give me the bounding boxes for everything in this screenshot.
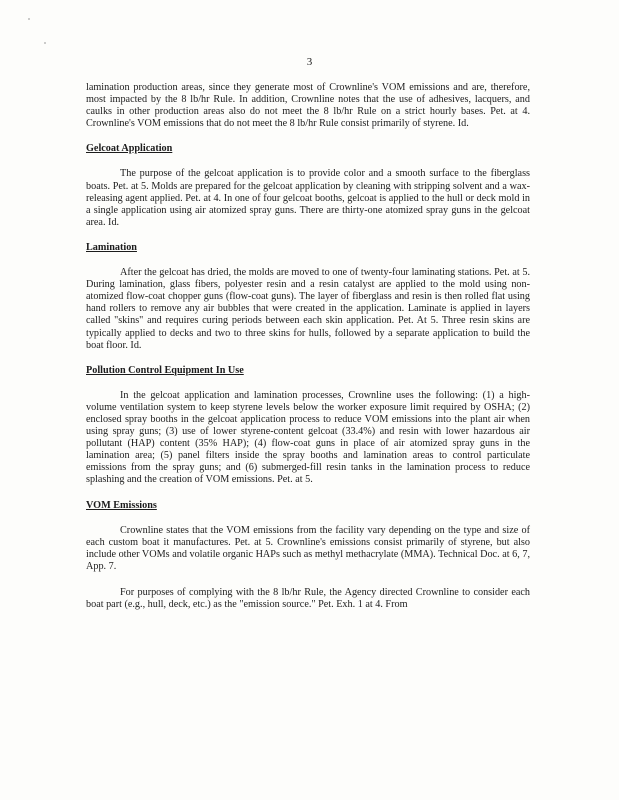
section-heading-vom-emissions: VOM Emissions (86, 499, 157, 511)
page-number: 3 (306, 56, 313, 68)
scan-speck (28, 18, 30, 20)
gelcoat-paragraph: The purpose of the gelcoat application is to provide color and a smooth surface to the fiberglass boats. Pet. at 5. Molds are prepared for the gelcoat application by cleaning with stripping solvent and a wax-releasing agent applied. Pet. at 4. In one of four gelcoat booths, gelcoat is applied to the hull or deck mold in a single application using air atomized spray guns. There are thirty-one atomized spray guns in the gelcoat area. Id. (86, 168, 530, 228)
section-heading-pollution-control: Pollution Control Equipment In Use (86, 364, 244, 376)
intro-paragraph: lamination production areas, since they generate most of Crownline's VOM emissions and are, therefore, most impacted by the 8 lb/hr Rule. In addition, Crownline notes that the use of adhesives, lacquers, and caulks in other production areas also do not meet the 8 lb/hr Rule on a strict hourly bases. Pet. at 4. Crownline's VOM emissions that do not meet the 8 lb/hr Rule consist primarily of styrene. Id. (86, 82, 530, 130)
document-body (86, 82, 530, 611)
lamination-paragraph: After the gelcoat has dried, the molds are moved to one of twenty-four laminating stations. Pet. at 5. During lamination, glass fibers, polyester resin and a resin catalyst are applied to the mold using non-atomized flow-coat chopper guns (flow-coat guns). The layer of fiberglass and resin is then rolled flat using hand rollers to remove any air bubbles that were created in the application. Laminate is applied in layers called "skins" and requires curing periods between each skin application. Pet. At 5. Three resin skins are typically applied to decks and two to three skins for hulls, followed by a separate application to build the boat floor. Id. (86, 267, 530, 351)
compliance-paragraph: For purposes of complying with the 8 lb/hr Rule, the Agency directed Crownline to consider each boat part (e.g., hull, deck, etc.) as the "emission source." Pet. Exh. 1 at 4. From (86, 587, 530, 611)
scan-speck (44, 42, 46, 44)
pollution-control-paragraph: In the gelcoat application and lamination processes, Crownline uses the following: (1) a high-volume ventilation system to keep styrene levels below the worker exposure limit required by OSHA; (2) enclosed spray booths in the gelcoat application process to reduce VOM emissions into the plant air when using spray guns; (3) use of lower styrene-content gelcoat (33.4%) and resin with lower hazardous air pollutant (HAP) content (35% HAP); (4) flow-coat guns in place of air atomized spray guns in the lamination area; (5) panel filters inside the spray booths and lamination areas to control particulate emissions from the spray guns; and (6) submerged-fill resin tanks in the lamination process to reduce splashing and the creation of VOM emissions. Pet. at 5. (86, 389, 530, 486)
section-heading-gelcoat: Gelcoat Application (86, 143, 173, 155)
section-heading-lamination: Lamination (86, 241, 137, 253)
vom-emissions-paragraph: Crownline states that the VOM emissions from the facility vary depending on the type and size of each custom boat it manufactures. Pet. at 5. Crownline's emissions consist primarily of styrene, but also include other VOMs and volatile organic HAPs such as methyl methacrylate (MMA). Technical Doc. at 6, 7, App. 7. (86, 524, 530, 572)
